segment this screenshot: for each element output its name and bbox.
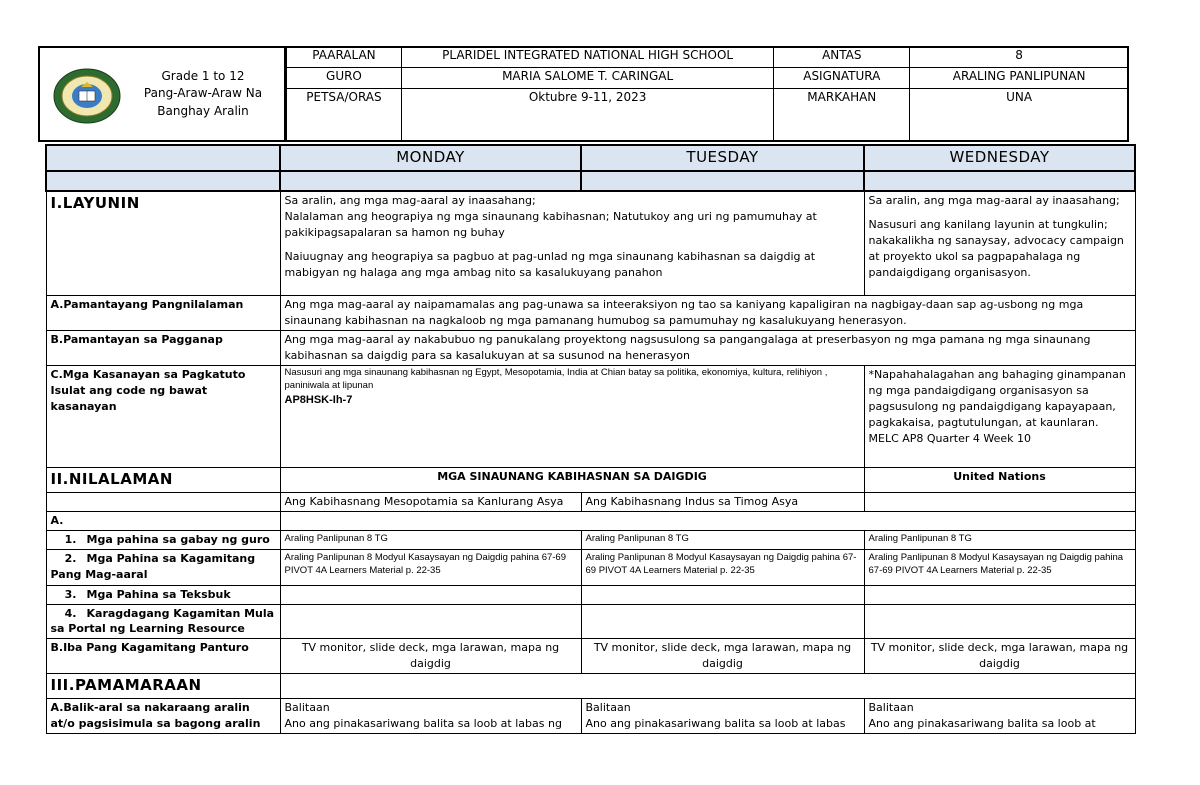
- balik-aral-label: A.Balik-aral sa nakaraang aralin at/o pagsisimula sa bagong aralin: [46, 699, 280, 734]
- blank-cell: [46, 171, 280, 191]
- section-pamamaraan: III.PAMAMARAAN: [46, 674, 280, 699]
- blank-cell: [864, 492, 1135, 511]
- item-tue: [581, 585, 864, 604]
- section-layunin: I.LAYUNIN: [46, 191, 280, 296]
- iba-tue: TV monitor, slide deck, mga larawan, mapa ng daigdig: [581, 639, 864, 674]
- item-wed: Araling Panlipunan 8 Modyul Kasaysayan ng Daigdig pahina 67-69 PIVOT 4A Learners Material p. 22-35: [864, 549, 1135, 585]
- nilalaman-wed-heading: United Nations: [864, 468, 1135, 493]
- layunin-intro: Sa aralin, ang mga mag-aaral ay inaasahang;: [284, 193, 536, 207]
- kasanayan-wed: *Napahahalagahan ang bahaging ginampanan ng mga pandaigdigang organisasyon sa pagsusulong ng pandaigdigang kapayapaan, pagkakaisa, pagtutulungan, at kaunlaran. MELC AP8 Quarter 4 Week 10: [864, 366, 1135, 468]
- balitaan-label: Balitaan: [585, 701, 631, 714]
- plan-title-line1: Grade 1 to 12: [161, 69, 245, 83]
- guro-label: GURO: [287, 68, 402, 89]
- layunin-objective-2: Naiuugnay ang heograpiya sa pagbuo at pag-unlad ng mga sinaunang kabihasnan sa daigdig at mabigyan ng halaga ang mga ambag nito sa kasalukuyang panahon: [284, 249, 816, 279]
- antas-label: ANTAS: [774, 47, 910, 68]
- petsa-value: Oktubre 9-11, 2023: [401, 89, 773, 142]
- kasanayan-mon-tue: [280, 366, 864, 468]
- balitaan-text: Ano ang pinakasariwang balita sa loob at labas: [585, 716, 846, 730]
- item-tue: [581, 604, 864, 639]
- list-item: [46, 530, 1135, 549]
- blank-cell: [280, 511, 1135, 530]
- day-header-tuesday: TUESDAY: [581, 145, 864, 171]
- item-mon: Araling Panlipunan 8 Modyul Kasaysayan ng Daigdig pahina 67-69 PIVOT 4A Learners Material p. 22-35: [280, 549, 581, 585]
- item-label: Mga Pahina sa Teksbuk: [86, 587, 231, 601]
- markahan-value: UNA: [910, 89, 1129, 142]
- pamantayan-sa-pagganap-text: Ang mga mag-aaral ay nakabubuo ng panukalang proyektong nagsusulong sa pangangalaga at preserbasyon ng mga pamana ng mga sinaunang kabihasnan sa daigdig para sa kasalukuyan at sa susunod na henerasyon: [280, 331, 1135, 366]
- kasanayan-code: AP8HSK-Ih-7: [284, 393, 353, 406]
- plan-title: [128, 68, 278, 120]
- day-header-monday: MONDAY: [280, 145, 581, 171]
- balik-aral-tue: [581, 699, 864, 734]
- plan-title-line3: Banghay Aralin: [157, 103, 249, 118]
- list-item: [46, 604, 1135, 639]
- deped-seal-icon: [52, 67, 122, 125]
- day-header-wednesday: WEDNESDAY: [864, 145, 1135, 171]
- list-item: [46, 549, 1135, 585]
- balitaan-label: Balitaan: [284, 701, 330, 714]
- item-tue: Araling Panlipunan 8 TG: [581, 530, 864, 549]
- markahan-label: MARKAHAN: [774, 89, 910, 142]
- plan-title-line2: Pang-Araw-Araw Na: [143, 86, 263, 101]
- balitaan-text: Ano ang pinakasariwang balita sa loob at: [868, 716, 1096, 730]
- kasanayan-label: [46, 366, 280, 468]
- paaralan-value: PLARIDEL INTEGRATED NATIONAL HIGH SCHOOL: [401, 47, 773, 68]
- corner-cell: [46, 145, 280, 171]
- item-label: Mga Pahina sa Kagamitang Pang Mag-aaral: [50, 551, 256, 581]
- blank-cell: [864, 171, 1135, 191]
- header-info-table: [286, 46, 1129, 142]
- item-number: 3.: [64, 587, 77, 601]
- pamantayang-pangnilalaman-label: A.Pamantayang Pangnilalaman: [46, 296, 280, 331]
- item-wed: Araling Panlipunan 8 TG: [864, 530, 1135, 549]
- nilalaman-heading: MGA SINAUNANG KABIHASNAN SA DAIGDIG: [280, 468, 864, 493]
- layunin-objective-1: Nalalaman ang heograpiya ng mga sinaunang kabihasnan; Natutukoy ang uri ng pamumuhay at pakikipagsapalaran sa hamon ng buhay: [284, 209, 817, 239]
- item-number: 1.: [64, 532, 77, 546]
- item-mon: [280, 604, 581, 639]
- petsa-label: PETSA/ORAS: [287, 89, 402, 142]
- balik-aral-mon: [280, 699, 581, 734]
- list-item: [46, 585, 1135, 604]
- layunin-wed: [864, 191, 1135, 296]
- section-nilalaman: II.NILALAMAN: [46, 468, 280, 493]
- tuesday-topic: Ang Kabihasnang Indus sa Timog Asya: [581, 492, 864, 511]
- layunin-wed-objective: Nasusuri ang kanilang layunin at tungkulin; nakakalikha ng sanaysay, advocacy campaign at proyekto ukol sa pagpapahalaga ng pandaigdigang organisasyon.: [868, 217, 1124, 279]
- balitaan-text: Ano ang pinakasariwang balita sa loob at labas ng: [284, 716, 562, 730]
- item-tue: Araling Panlipunan 8 Modyul Kasaysayan ng Daigdig pahina 67-69 PIVOT 4A Learners Material p. 22-35: [581, 549, 864, 585]
- blank-cell: [46, 492, 280, 511]
- pamantayang-pangnilalaman-text: Ang mga mag-aaral ay naipamamalas ang pag-unawa sa inteeraksiyon ng tao sa kaniyang kapaligiran na nagbigay-daan sap ag-usbong ng mga sinaunang kabihasnan na nagkaloob ng mga pamanang humubog sa pamumuhay ng kasalukuyang henerasyon.: [280, 296, 1135, 331]
- asignatura-value: ARALING PANLIPUNAN: [910, 68, 1129, 89]
- kasanayan-label-line2: Isulat ang code ng bawat kasanayan: [50, 383, 208, 413]
- iba-pang-kagamitan-label: B.Iba Pang Kagamitang Panturo: [46, 639, 280, 674]
- balitaan-label: Balitaan: [868, 701, 914, 714]
- iba-wed: TV monitor, slide deck, mga larawan, mapa ng daigdig: [864, 639, 1135, 674]
- blank-cell: [280, 171, 581, 191]
- item-wed: [864, 604, 1135, 639]
- asignatura-label: ASIGNATURA: [774, 68, 910, 89]
- kasanayan-competency: Nasusuri ang mga sinaunang kabihasnan ng Egypt, Mesopotamia, India at Chian batay sa politika, ekonomiya, kultura, relihiyon , paniniwala at lipunan: [284, 367, 828, 391]
- balik-aral-wed: [864, 699, 1135, 734]
- pamantayan-sa-pagganap-label: B.Pamantayan sa Pagganap: [46, 331, 280, 366]
- blank-cell: [581, 171, 864, 191]
- antas-value: 8: [910, 47, 1129, 68]
- layunin-mon-tue: [280, 191, 864, 296]
- kasanayan-label-line1: C.Mga Kasanayan sa Pagkatuto: [50, 368, 246, 381]
- blank-cell: [280, 674, 1135, 699]
- monday-topic: Ang Kabihasnang Mesopotamia sa Kanlurang Asya: [280, 492, 581, 511]
- item-label: Mga pahina sa gabay ng guro: [86, 532, 270, 546]
- guro-value: MARIA SALOME T. CARINGAL: [401, 68, 773, 89]
- paaralan-label: PAARALAN: [287, 47, 402, 68]
- item-label: Karagdagang Kagamitan Mula sa Portal ng Learning Resource: [50, 606, 275, 636]
- item-number: 4.: [64, 606, 77, 620]
- item-wed: [864, 585, 1135, 604]
- item-mon: Araling Panlipunan 8 TG: [280, 530, 581, 549]
- item-number: 2.: [64, 551, 77, 565]
- item-mon: [280, 585, 581, 604]
- kagamitan-a-label: A.: [46, 511, 280, 530]
- iba-mon: TV monitor, slide deck, mga larawan, mapa ng daigdig: [280, 639, 581, 674]
- lesson-plan-table: [45, 144, 1136, 734]
- layunin-wed-intro: Sa aralin, ang mga mag-aaral ay inaasahang;: [868, 193, 1120, 207]
